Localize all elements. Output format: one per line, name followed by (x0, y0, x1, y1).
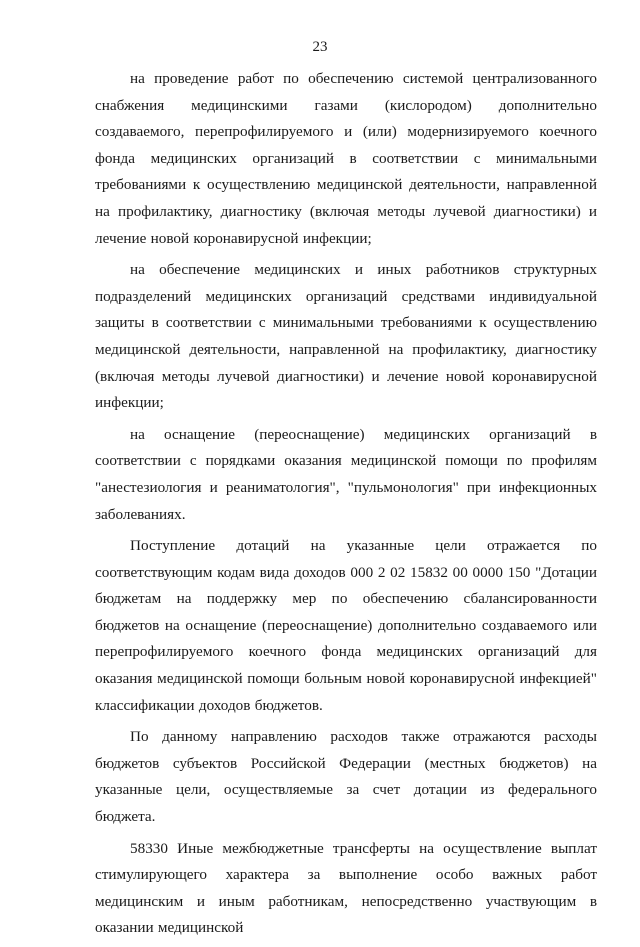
paragraph-oxygen-supply: на проведение работ по обеспечению системой централизованного снабжения медицинскими газами (кислородом) дополнительно создаваемого, перепрофилируемого и (или) модернизируемого коечного фонда медицинских организаций в соответствии с минимальными требованиями к осуществлению медицинской деятельности, направленной на профилактику, диагностику (включая методы лучевой диагностики) и лечение новой коронавирусной инфекции; (95, 70, 597, 247)
document-body (95, 66, 597, 947)
paragraph-regional-expenses: По данному направлению расходов также отражаются расходы бюджетов субъектов Российской Федерации (местных бюджетов) на указанные цели, осуществляемые за счет дотации из федерального бюджета. (95, 728, 597, 826)
paragraph-58330-transfers: 58330 Иные межбюджетные трансферты на осуществление выплат стимулирующего характера за выполнение особо важных работ медицинским и иным работникам, непосредственно участвующим в оказании медицинской (95, 839, 597, 937)
page-number: 23 (312, 39, 328, 55)
paragraph-protective-equipment: на обеспечение медицинских и иных работников структурных подразделений медицинских организаций средствами индивидуальной защиты в соответствии с минимальными требованиями к осуществлению медицинской деятельности, направленной на профилактику, диагностику (включая методы лучевой диагностики) и лечение новой коронавирусной инфекции; (95, 261, 597, 412)
paragraph-subsidy-income: Поступление дотаций на указанные цели отражается по соответствующим кодам вида доходов 000 2 02 15832 00 0000 150 "Дотации бюджетам на поддержку мер по обеспечению сбалансированности бюджетов на оснащение (переоснащение) дополнительно создаваемого или перепрофилируемого коечного фонда медицинских организаций для оказания медицинской помощи больным новой коронавирусной инфекцией" классификации доходов бюджетов. (95, 537, 597, 714)
paragraph-equipment-upgrade: на оснащение (переоснащение) медицинских организаций в соответствии с порядками оказания медицинской помощи по профилям "анестезиология и реаниматология", "пульмонология" при инфекционных заболеваниях. (95, 425, 597, 523)
